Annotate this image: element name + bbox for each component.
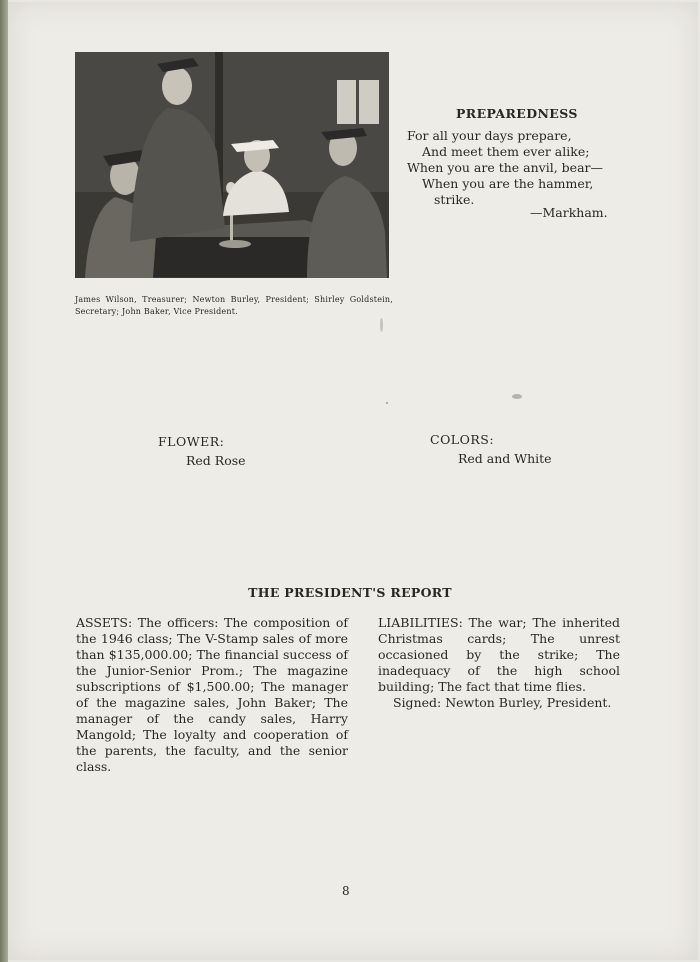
photo-caption: James Wilson, Treasurer; Newton Burley, President; Shirley Goldstein, Secretary; John Baker, Vice President.: [75, 295, 393, 316]
flower-value: Red Rose: [186, 453, 246, 468]
colors-value: Red and White: [458, 451, 552, 466]
poem-line: And meet them ever alike;: [422, 144, 590, 159]
class-officers-photo: [75, 52, 389, 278]
report-liabilities: LIABILITIES: The war; The inherited Christmas cards; The unrest occasioned by the strike; The inadequacy of the high school building; The fact that time flies.: [378, 615, 620, 694]
report-signature: Signed: Newton Burley, President.: [393, 695, 612, 710]
poem: [407, 128, 603, 208]
page-number: 8: [342, 884, 350, 898]
book-spine-edge: [0, 0, 8, 962]
paper-mark: [512, 394, 522, 399]
poem-line: When you are the anvil, bear—: [407, 160, 604, 175]
paper-mark: [386, 402, 388, 404]
flower-label: FLOWER:: [158, 434, 225, 449]
report-right-column: [378, 615, 620, 711]
poem-line: For all your days prepare,: [407, 128, 572, 143]
poem-attribution: —Markham.: [530, 205, 608, 220]
colors-label: COLORS:: [430, 432, 495, 447]
paper-mark: [380, 318, 383, 332]
report-title: THE PRESIDENT'S REPORT: [248, 585, 452, 600]
poem-line: strike.: [434, 192, 475, 207]
report-assets: ASSETS: The officers: The composition of the 1946 class; The V-Stamp sales of more than $135,000.00; The financial success of the Junior-Senior Prom.; The magazine subscriptions of $1,500.00; The manager of the magazine sales, John Baker; The manager of the candy sales, Harry Mangold; The loyalty and cooperation of the parents, the faculty, and the senior class.: [76, 615, 348, 774]
poem-title: PREPAREDNESS: [456, 106, 578, 121]
poem-line: When you are the hammer,: [422, 176, 594, 191]
